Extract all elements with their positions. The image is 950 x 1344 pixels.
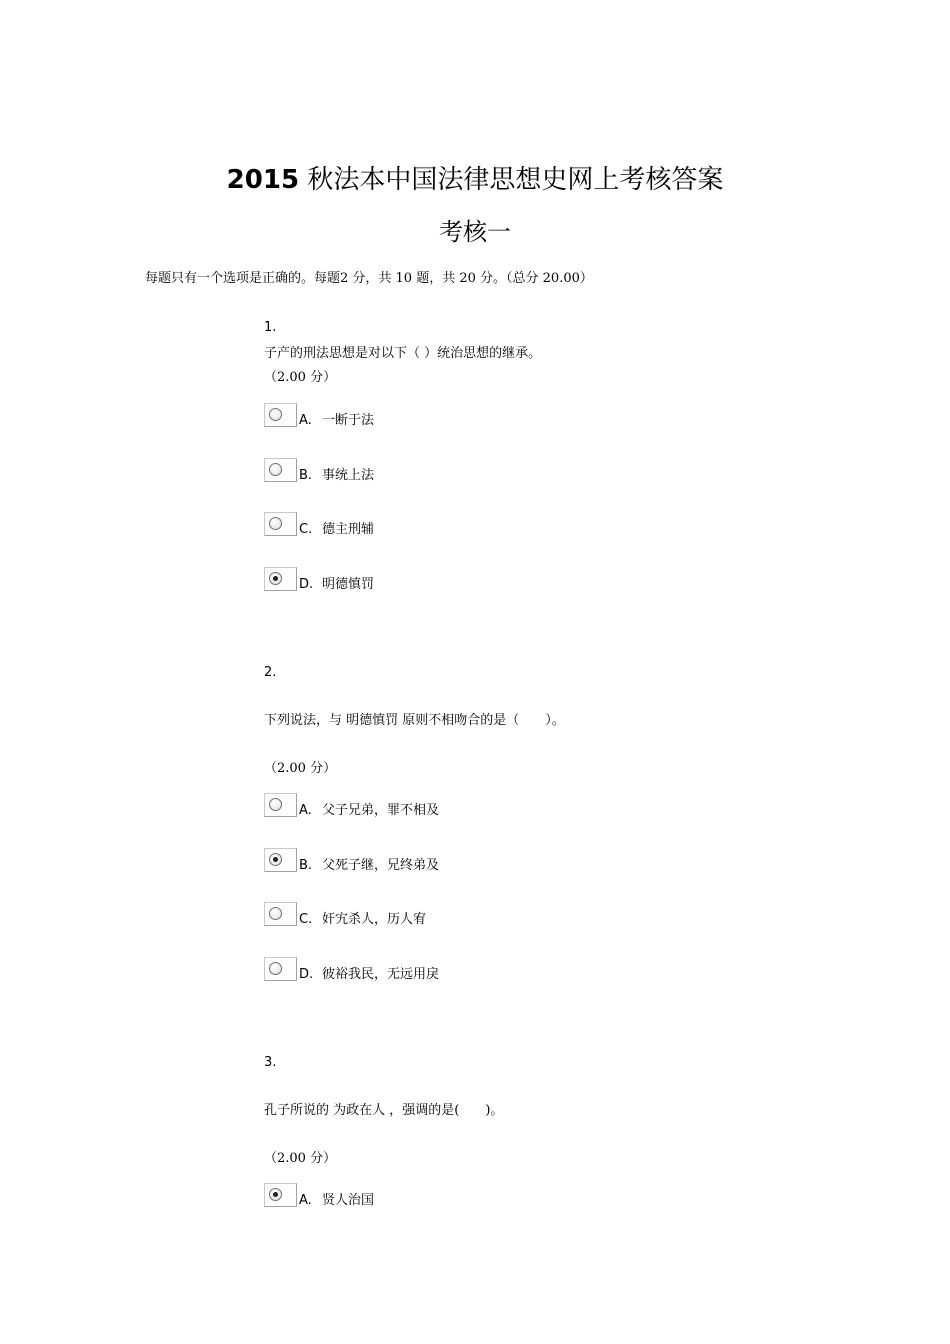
radio-button[interactable] <box>269 907 282 920</box>
radio-button[interactable] <box>269 1188 282 1201</box>
option-c[interactable] <box>264 512 564 540</box>
option-letter: A. <box>299 803 312 818</box>
radio-frame <box>264 403 297 427</box>
question-score: （2.00 分） <box>264 761 337 776</box>
option-text: 彼裕我民，无远用戾 <box>322 967 440 982</box>
option-b[interactable] <box>264 848 564 876</box>
instructions-text: 每题只有一个选项是正确的。每题2 分，共 10 题，共 20 分。（总分 20.00） <box>145 271 593 286</box>
radio-button[interactable] <box>269 572 282 585</box>
question-score: （2.00 分） <box>264 1151 337 1166</box>
radio-frame <box>264 512 297 536</box>
option-text: 事统上法 <box>322 468 375 483</box>
option-letter: A. <box>299 1193 312 1208</box>
option-text: 明德慎罚 <box>322 577 375 592</box>
option-d[interactable] <box>264 957 564 985</box>
option-d[interactable] <box>264 567 564 595</box>
question-text: 下列说法，与 明德慎罚 原则不相吻合的是（ ）。 <box>264 713 565 728</box>
radio-button[interactable] <box>269 853 282 866</box>
question-number: 3. <box>264 1055 277 1070</box>
option-letter: C. <box>299 912 313 927</box>
title-text: 秋法本中国法律思想史网上考核答案 <box>307 165 724 195</box>
radio-frame <box>264 793 297 817</box>
option-text: 一断于法 <box>322 413 375 428</box>
radio-frame <box>264 957 297 981</box>
option-letter: B. <box>299 468 313 483</box>
option-text: 贤人治国 <box>322 1193 375 1208</box>
option-letter: A. <box>299 413 312 428</box>
option-letter: B. <box>299 858 313 873</box>
question-text: 子产的刑法思想是对以下（ ）统治思想的继承。 <box>264 346 542 361</box>
radio-button[interactable] <box>269 962 282 975</box>
option-text: 奸宄杀人，历人宥 <box>322 912 427 927</box>
document-subtitle: 考核一 <box>439 218 511 246</box>
option-a[interactable] <box>264 1183 564 1211</box>
radio-button[interactable] <box>269 463 282 476</box>
radio-button[interactable] <box>269 798 282 811</box>
question-text: 孔子所说的 为政在人 ，强调的是( )。 <box>264 1103 504 1118</box>
option-letter: C. <box>299 522 313 537</box>
option-letter: D. <box>299 577 314 592</box>
radio-frame <box>264 458 297 482</box>
question-number: 2. <box>264 665 277 680</box>
option-a[interactable] <box>264 793 564 821</box>
radio-frame <box>264 1183 297 1207</box>
document-title <box>0 160 950 200</box>
radio-frame <box>264 902 297 926</box>
radio-button[interactable] <box>269 517 282 530</box>
option-text: 父子兄弟，罪不相及 <box>322 803 440 818</box>
radio-frame <box>264 848 297 872</box>
question-score: （2.00 分） <box>264 370 337 385</box>
option-a[interactable] <box>264 403 564 431</box>
option-b[interactable] <box>264 458 564 486</box>
option-text: 德主刑辅 <box>322 522 375 537</box>
option-c[interactable] <box>264 902 564 930</box>
radio-button[interactable] <box>269 408 282 421</box>
title-year: 2015 <box>226 165 300 195</box>
radio-frame <box>264 567 297 591</box>
option-text: 父死子继，兄终弟及 <box>322 858 440 873</box>
option-letter: D. <box>299 967 314 982</box>
question-number: 1. <box>264 320 277 335</box>
